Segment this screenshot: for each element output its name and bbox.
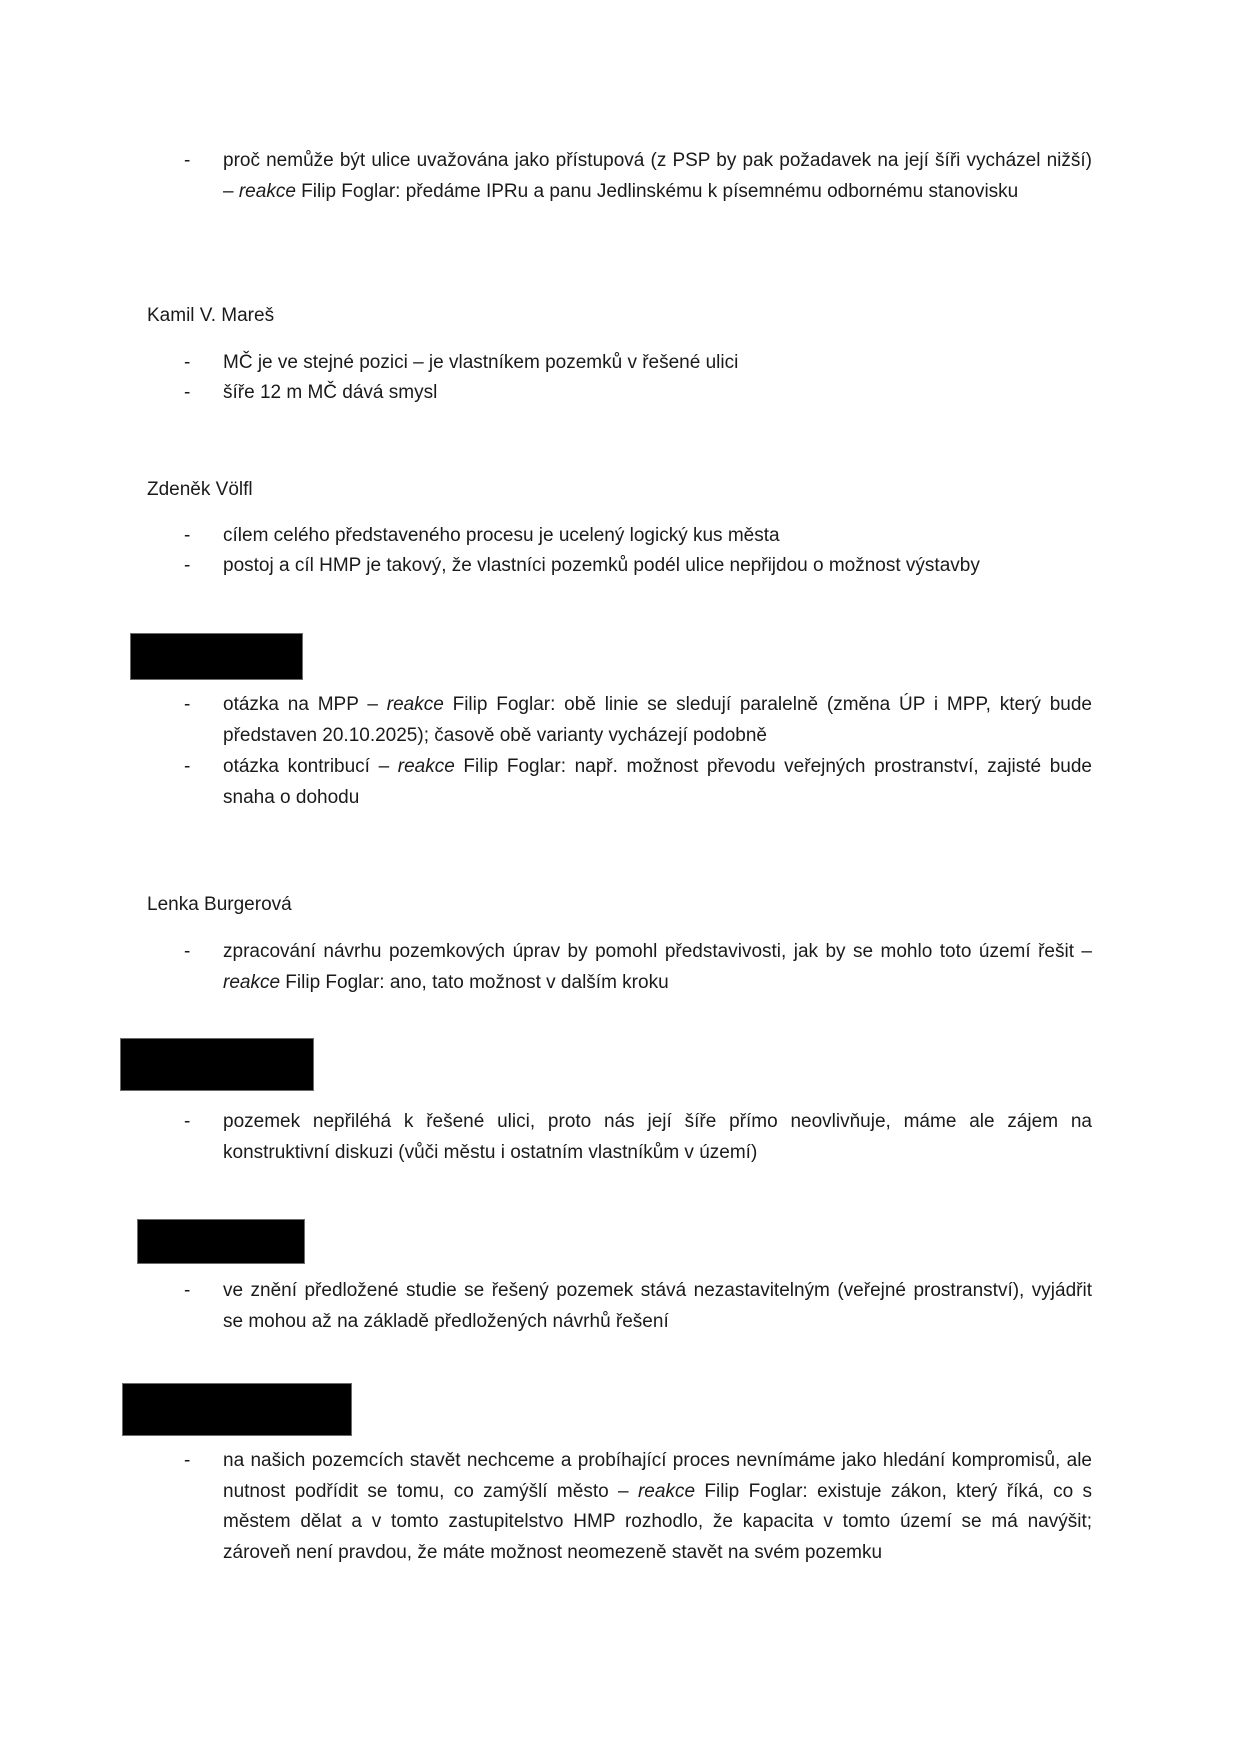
bullet-item	[184, 1446, 1092, 1568]
bullet-item	[184, 752, 1092, 813]
redacted-speaker-name	[130, 633, 303, 680]
bullet-text: ve znění předložené studie se řešený pozemek stává nezastavitelným (veřejné prostranství), vyjádřit se mohou až na základě předložených návrhů řešení	[223, 1280, 1092, 1332]
bullet-text: na našich pozemcích stavět nechceme a probíhající proces nevnímáme jako hledání kompromisů, ale nutnost podřídit se tomu, co zamýšlí město – reakce Filip Foglar: existuje zákon, který říká, co s městem dělat a v tomto zastupitelstvo HMP rozhodlo, že kapacita v tomto území se má navýšit; zároveň není pravdou, že máte možnost neomezeně stavět na svém pozemku	[223, 1450, 1092, 1563]
speaker-name: Zdeněk Völfl	[147, 479, 253, 500]
bullet-item	[184, 937, 1092, 998]
bullet-dash: -	[184, 525, 191, 546]
bullet-text: otázka na MPP – reakce Filip Foglar: obě linie se sledují paralelně (změna ÚP i MPP, který bude představen 20.10.2025); časově obě varianty vycházejí podobně	[223, 694, 1092, 746]
redacted-speaker-name	[137, 1219, 305, 1264]
bullet-dash: -	[184, 1280, 191, 1301]
reakce-label: reakce	[637, 1480, 696, 1502]
bullet-item	[184, 551, 1092, 582]
bullet-dash: -	[184, 756, 191, 777]
bullet-item	[184, 1107, 1092, 1168]
reakce-label: reakce	[386, 694, 444, 715]
bullet-dash: -	[184, 694, 191, 715]
bullet-item	[184, 521, 1092, 552]
reakce-label: reakce	[397, 756, 455, 777]
bullet-dash: -	[184, 1111, 191, 1132]
bullet-dash: -	[184, 382, 191, 403]
bullet-item	[184, 146, 1092, 207]
redacted-speaker-name	[122, 1383, 352, 1436]
bullet-text: šíře 12 m MČ dává smysl	[223, 382, 438, 403]
bullet-dash: -	[184, 1450, 191, 1471]
bullet-item	[184, 378, 1092, 409]
bullet-text: proč nemůže být ulice uvažována jako přístupová (z PSP by pak požadavek na její šíři vycházel nižší) – reakce Filip Foglar: předáme IPRu a panu Jedlinskému k písemnému odbornému stanovisku	[223, 150, 1092, 202]
bullet-item	[184, 348, 1092, 379]
bullet-text: otázka kontribucí – reakce Filip Foglar: např. možnost převodu veřejných prostranství, zajisté bude snaha o dohodu	[223, 756, 1092, 808]
redacted-speaker-name	[120, 1038, 314, 1091]
bullet-item	[184, 1276, 1092, 1337]
bullet-text: cílem celého představeného procesu je ucelený logický kus města	[223, 525, 780, 546]
reakce-label: reakce	[223, 971, 281, 993]
bullet-item	[184, 690, 1092, 751]
bullet-dash: -	[184, 150, 191, 171]
speaker-name: Lenka Burgerová	[147, 894, 292, 915]
bullet-text: MČ je ve stejné pozici – je vlastníkem pozemků v řešené ulici	[223, 352, 739, 373]
bullet-dash: -	[184, 941, 191, 962]
bullet-dash: -	[184, 555, 191, 576]
speaker-name: Kamil V. Mareš	[147, 305, 275, 326]
reakce-label: reakce	[238, 180, 296, 202]
bullet-text: zpracování návrhu pozemkových úprav by pomohl představivosti, jak by se mohlo toto území řešit – reakce Filip Foglar: ano, tato možnost v dalším kroku	[223, 941, 1092, 993]
bullet-text: pozemek nepřiléhá k řešené ulici, proto nás její šíře přímo neovlivňuje, máme ale zájem na konstruktivní diskuzi (vůči městu i ostatním vlastníkům v území)	[223, 1111, 1092, 1163]
bullet-text: postoj a cíl HMP je takový, že vlastníci pozemků podél ulice nepřijdou o možnost výstavby	[223, 555, 980, 576]
bullet-dash: -	[184, 352, 191, 373]
